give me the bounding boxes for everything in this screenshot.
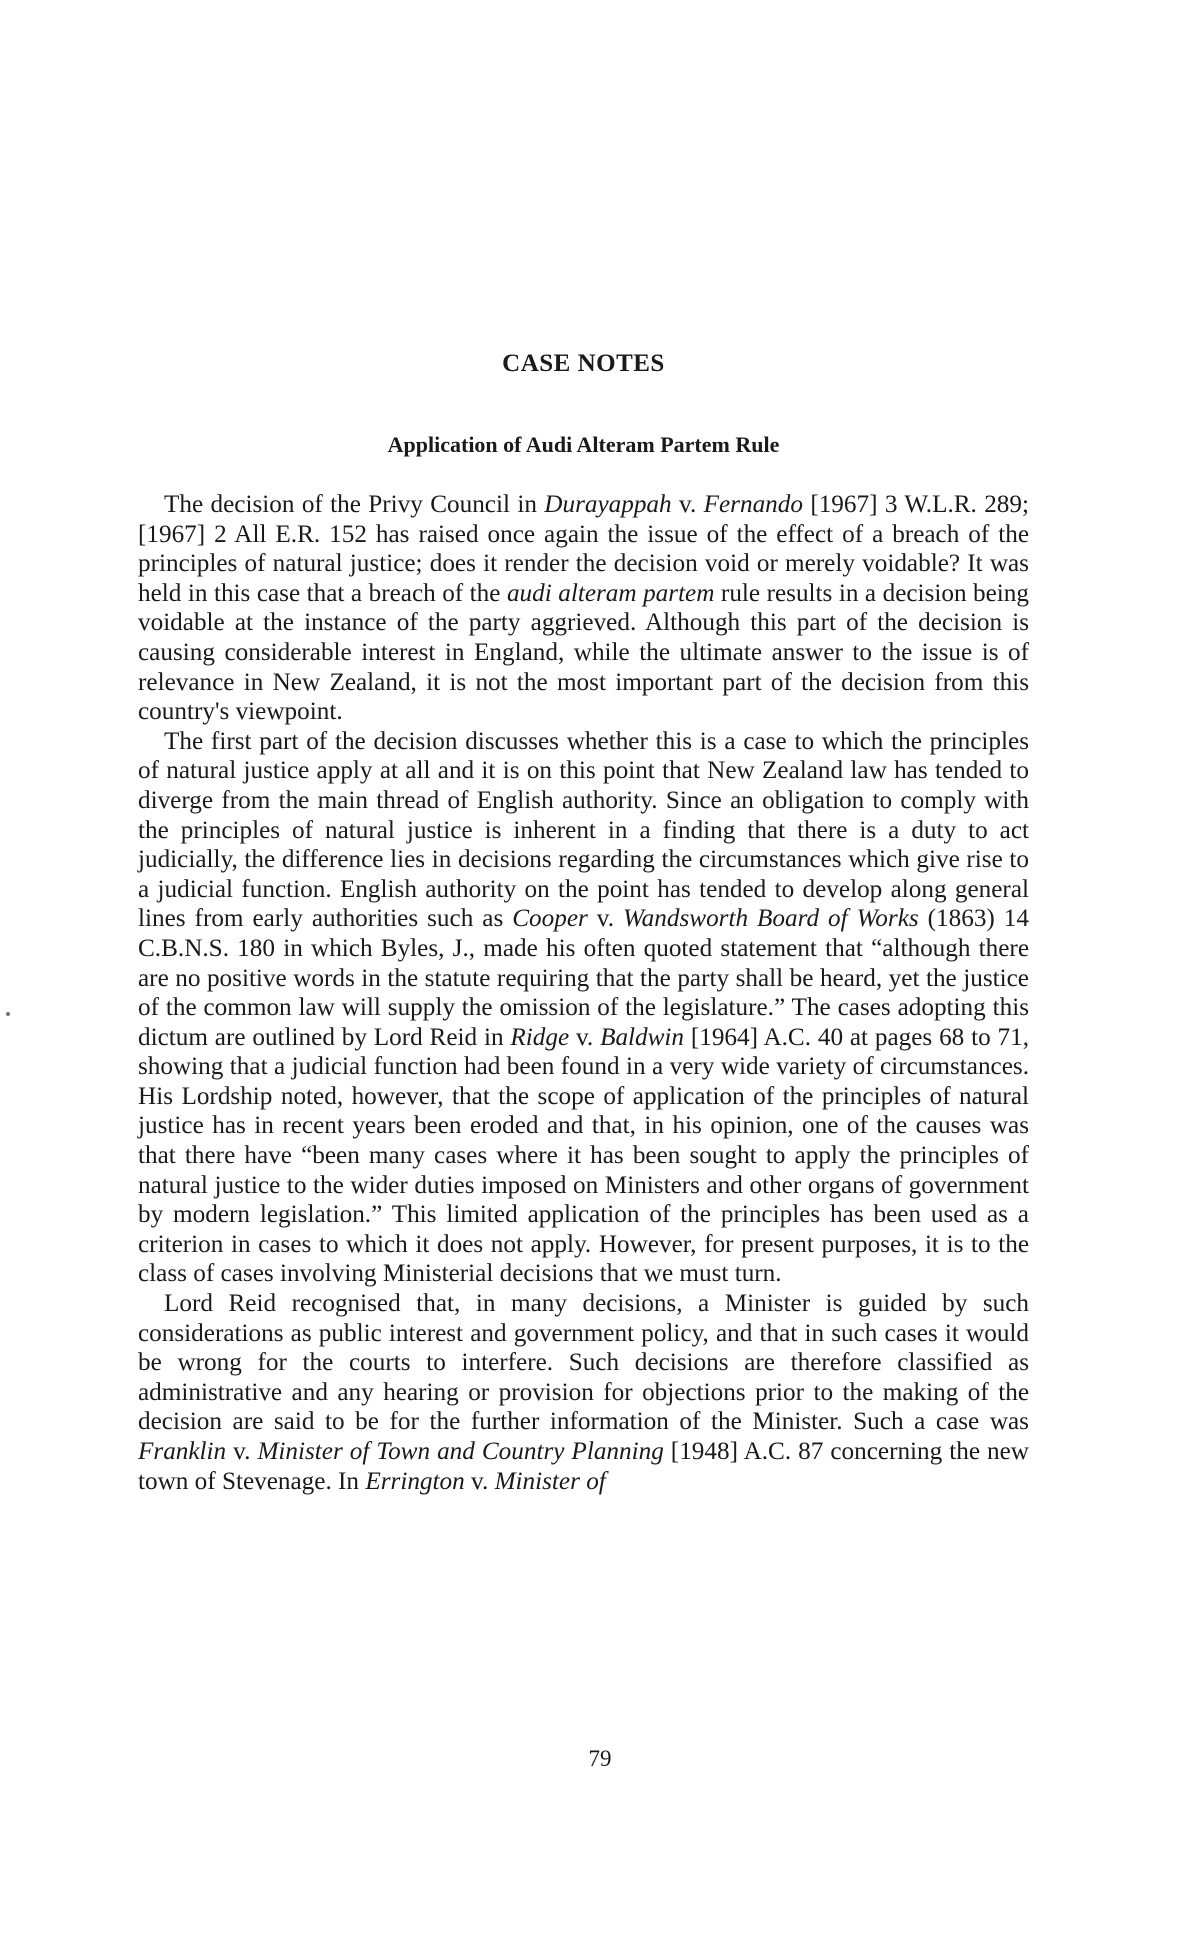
case-party: Baldwin bbox=[600, 1023, 685, 1051]
text-run: v. bbox=[587, 905, 624, 933]
page-title: CASE NOTES bbox=[502, 350, 665, 377]
text-run: Lord Reid recognised that, in many decisions, a Minister is guided by such considerations as public interest and government policy, and that in such cases it would be wrong for the courts to interfere. Such decisions are therefore classified as administrative and any hearing or provision for objections prior to the making of the decision are said to be for the further information of the Minister. Such a case was bbox=[138, 1290, 1029, 1436]
case-party: Ridge bbox=[510, 1023, 570, 1051]
case-party: Fernando bbox=[703, 491, 803, 518]
case-note-subtitle: Application of Audi Alteram Partem Rule bbox=[387, 432, 780, 457]
case-party: Errington bbox=[365, 1467, 465, 1495]
case-party: Cooper bbox=[512, 905, 588, 933]
text-run: rule results in a decision being voidable at the instance of the party aggrieved. Although this part of the decision is causing considerable interest in England, while the ultimate answer to the issue is of relevance in New Zealand, it is not the most important part of the decision from this country's viewpoint. bbox=[138, 579, 1029, 726]
page-content bbox=[138, 350, 1029, 1495]
case-party: Franklin bbox=[138, 1438, 227, 1465]
case-party: Wandsworth Board of Works bbox=[623, 905, 919, 933]
text-run: The decision of the Privy Council in bbox=[164, 491, 545, 518]
article-body bbox=[138, 490, 1029, 1496]
text-run: [1948] A.C. 87 concerning the new town of Stevenage. In bbox=[138, 1438, 1029, 1495]
text-run: [1967] 3 W.L.R. 289; [1967] 2 All E.R. 152 has raised once again the issue of the effect of a breach of the principles of natural justice; does it render the decision void or merely voidable? It was held in this case that a breach of the bbox=[138, 491, 1029, 607]
case-party: Minister of Town and Country Planning bbox=[257, 1438, 664, 1465]
latin-term: audi alteram partem bbox=[506, 579, 715, 607]
page-number: 79 bbox=[588, 1746, 612, 1771]
text-run: The first part of the decision discusses whether this is a case to which the principles of natural justice apply at all and it is on this point that New Zealand law has tended to diverge from the main thread of English authority. Since an obligation to comply with the principles of natural justice is inherent in a finding that there is a duty to act judicially, the difference lies in decisions regarding the circumstances which give rise to a judicial function. English authority on the point has tended to develop along general lines from early authorities such as bbox=[138, 727, 1029, 933]
paragraph-3 bbox=[138, 1289, 1029, 1496]
paragraph-1 bbox=[138, 490, 1029, 727]
margin-mark bbox=[6, 1012, 10, 1016]
text-run: v. bbox=[226, 1438, 258, 1465]
text-run: [1964] A.C. 40 at pages 68 to 71, showing that a judicial function had been found in a very wide variety of circumstances. His Lordship noted, however, that the scope of application of the principles of natural justice has in recent years been eroded and that, in his opinion, one of the causes was that there have “been many cases where it has been sought to apply the principles of natural justice to the wider duties imposed on Ministers and other organs of government by modern legislation.” This limited application of the principles has been used as a criterion in cases to which it does not apply. However, for present purposes, it is to the class of cases involving Ministerial decisions that we must turn. bbox=[138, 1023, 1029, 1288]
text-run: v. bbox=[569, 1023, 601, 1051]
text-run: v. bbox=[464, 1467, 495, 1495]
case-party: Durayappah bbox=[544, 491, 672, 518]
text-run: v. bbox=[671, 491, 704, 518]
case-party: Minister of bbox=[494, 1467, 606, 1495]
text-run: (1863) 14 C.B.N.S. 180 in which Byles, J., made his often quoted statement that “although there are no positive words in the statute requiring that the party shall be heard, yet the justice of the common law will supply the omission of the legislature.” The cases adopting this dictum are outlined by Lord Reid in bbox=[138, 905, 1029, 1051]
paragraph-2 bbox=[138, 727, 1029, 1289]
